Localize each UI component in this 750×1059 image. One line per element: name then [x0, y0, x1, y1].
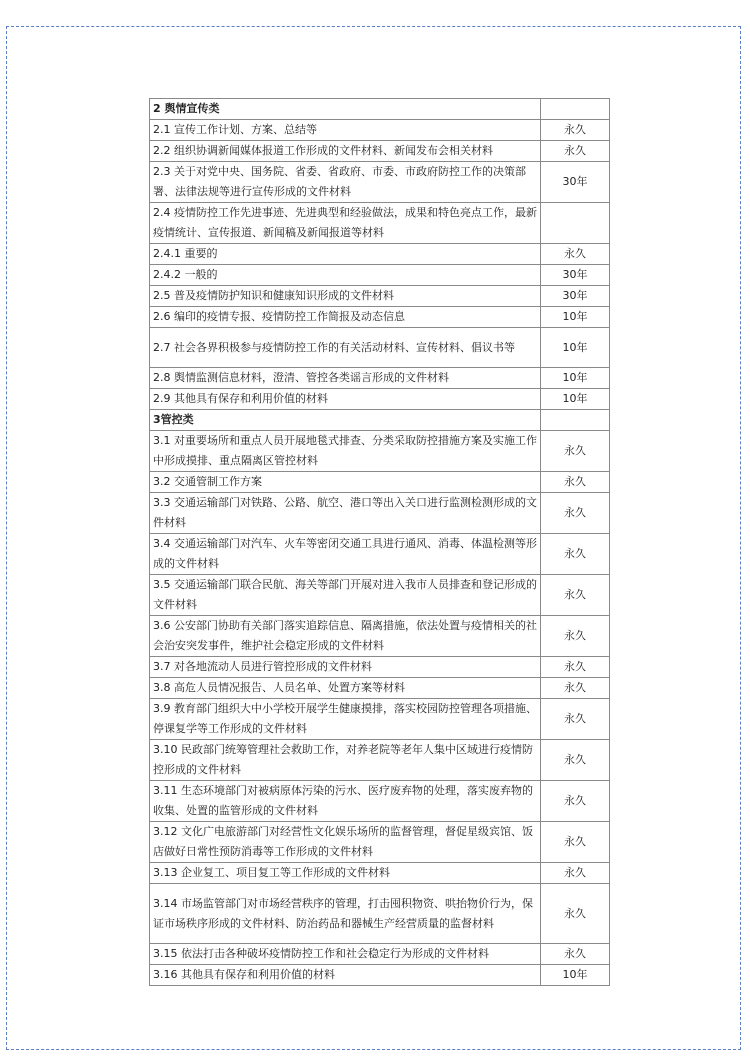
item-description: 3.11 生态环境部门对被病原体污染的污水、医疗废弃物的处理，落实废弃物的收集、处置的监管形成的文件材料	[150, 781, 541, 822]
table-row	[150, 389, 610, 410]
table-row	[150, 307, 610, 328]
retention-period: 永久	[541, 822, 610, 863]
table-row	[150, 822, 610, 863]
retention-period: 永久	[541, 472, 610, 493]
item-description: 3.7 对各地流动人员进行管控形成的文件材料	[150, 657, 541, 678]
retention-period: 永久	[541, 781, 610, 822]
retention-period: 10年	[541, 307, 610, 328]
retention-period: 永久	[541, 534, 610, 575]
table-row	[150, 575, 610, 616]
retention-period: 永久	[541, 863, 610, 884]
retention-period: 永久	[541, 431, 610, 472]
item-description: 3.13 企业复工、项目复工等工作形成的文件材料	[150, 863, 541, 884]
item-description: 2.2 组织协调新闻媒体报道工作形成的文件材料、新闻发布会相关材料	[150, 141, 541, 162]
retention-period: 永久	[541, 740, 610, 781]
retention-period: 永久	[541, 120, 610, 141]
table-row	[150, 863, 610, 884]
section-row	[150, 410, 610, 431]
retention-period: 永久	[541, 575, 610, 616]
retention-period: 永久	[541, 141, 610, 162]
item-description: 3.10 民政部门统筹管理社会救助工作，对养老院等老年人集中区域进行疫情防控形成的文件材料	[150, 740, 541, 781]
item-description: 2.1 宣传工作计划、方案、总结等	[150, 120, 541, 141]
item-description: 3.9 教育部门组织大中小学校开展学生健康摸排，落实校园防控管理各项措施、停课复学等工作形成的文件材料	[150, 699, 541, 740]
item-description: 2.4 疫情防控工作先进事迹、先进典型和经验做法，成果和特色亮点工作，最新疫情统计、宣传报道、新闻稿及新闻报道等材料	[150, 203, 541, 244]
table-row	[150, 286, 610, 307]
table-row	[150, 162, 610, 203]
item-description: 3.5 交通运输部门联合民航、海关等部门开展对进入我市人员排查和登记形成的文件材料	[150, 575, 541, 616]
item-description: 3.8 高危人员情况报告、人员名单、处置方案等材料	[150, 678, 541, 699]
table-row	[150, 244, 610, 265]
retention-period: 永久	[541, 678, 610, 699]
item-description: 3.12 文化广电旅游部门对经营性文化娱乐场所的监督管理，督促星级宾馆、饭店做好日常性预防消毒等工作形成的文件材料	[150, 822, 541, 863]
item-description: 3管控类	[150, 410, 541, 431]
item-description: 3.16 其他具有保存和利用价值的材料	[150, 965, 541, 986]
item-description: 2.9 其他具有保存和利用价值的材料	[150, 389, 541, 410]
table-row	[150, 141, 610, 162]
table-row	[150, 965, 610, 986]
table-row	[150, 740, 610, 781]
retention-period: 10年	[541, 965, 610, 986]
table-row	[150, 534, 610, 575]
retention-period: 永久	[541, 884, 610, 944]
item-description: 3.3 交通运输部门对铁路、公路、航空、港口等出入关口进行监测检测形成的文件材料	[150, 493, 541, 534]
retention-period	[541, 203, 610, 244]
table-row	[150, 120, 610, 141]
table-row	[150, 699, 610, 740]
item-description: 3.15 依法打击各种破坏疫情防控工作和社会稳定行为形成的文件材料	[150, 944, 541, 965]
retention-period: 30年	[541, 162, 610, 203]
retention-period	[541, 410, 610, 431]
item-description: 2.8 舆情监测信息材料，澄清、管控各类谣言形成的文件材料	[150, 368, 541, 389]
retention-period: 永久	[541, 657, 610, 678]
item-description: 3.4 交通运输部门对汽车、火车等密闭交通工具进行通风、消毒、体温检测等形成的文件材料	[150, 534, 541, 575]
item-description: 2.6 编印的疫情专报、疫情防控工作简报及动态信息	[150, 307, 541, 328]
item-description: 2.3 关于对党中央、国务院、省委、省政府、市委、市政府防控工作的决策部署、法律法规等进行宣传形成的文件材料	[150, 162, 541, 203]
retention-schedule-table	[149, 98, 610, 986]
item-description: 2.7 社会各界积极参与疫情防控工作的有关活动材料、宣传材料、倡议书等	[150, 328, 541, 368]
retention-period: 30年	[541, 286, 610, 307]
table-row	[150, 884, 610, 944]
item-description: 2.5 普及疫情防护知识和健康知识形成的文件材料	[150, 286, 541, 307]
retention-period: 10年	[541, 328, 610, 368]
item-description: 3.6 公安部门协助有关部门落实追踪信息、隔离措施，依法处置与疫情相关的社会治安突发事件，维护社会稳定形成的文件材料	[150, 616, 541, 657]
item-description: 2 舆情宣传类	[150, 99, 541, 120]
retention-period: 永久	[541, 699, 610, 740]
item-description: 3.14 市场监管部门对市场经营秩序的管理，打击囤积物资、哄抬物价行为，保证市场秩序形成的文件材料、防治药品和器械生产经营质量的监督材料	[150, 884, 541, 944]
section-row	[150, 99, 610, 120]
item-description: 2.4.2 一般的	[150, 265, 541, 286]
table-row	[150, 657, 610, 678]
table-row	[150, 616, 610, 657]
item-description: 3.1 对重要场所和重点人员开展地毯式排查、分类采取防控措施方案及实施工作中形成摸排、重点隔离区管控材料	[150, 431, 541, 472]
retention-period: 10年	[541, 368, 610, 389]
retention-period: 30年	[541, 265, 610, 286]
retention-period: 10年	[541, 389, 610, 410]
table-row	[150, 368, 610, 389]
table-body	[150, 99, 610, 986]
table-row	[150, 265, 610, 286]
table-row	[150, 472, 610, 493]
item-description: 3.2 交通管制工作方案	[150, 472, 541, 493]
retention-period	[541, 99, 610, 120]
item-description: 2.4.1 重要的	[150, 244, 541, 265]
table-row	[150, 431, 610, 472]
retention-period: 永久	[541, 493, 610, 534]
table-row	[150, 944, 610, 965]
retention-period: 永久	[541, 944, 610, 965]
table-row	[150, 678, 610, 699]
retention-period: 永久	[541, 244, 610, 265]
table-row	[150, 493, 610, 534]
table-row	[150, 781, 610, 822]
retention-period: 永久	[541, 616, 610, 657]
table-row	[150, 203, 610, 244]
table-row	[150, 328, 610, 368]
